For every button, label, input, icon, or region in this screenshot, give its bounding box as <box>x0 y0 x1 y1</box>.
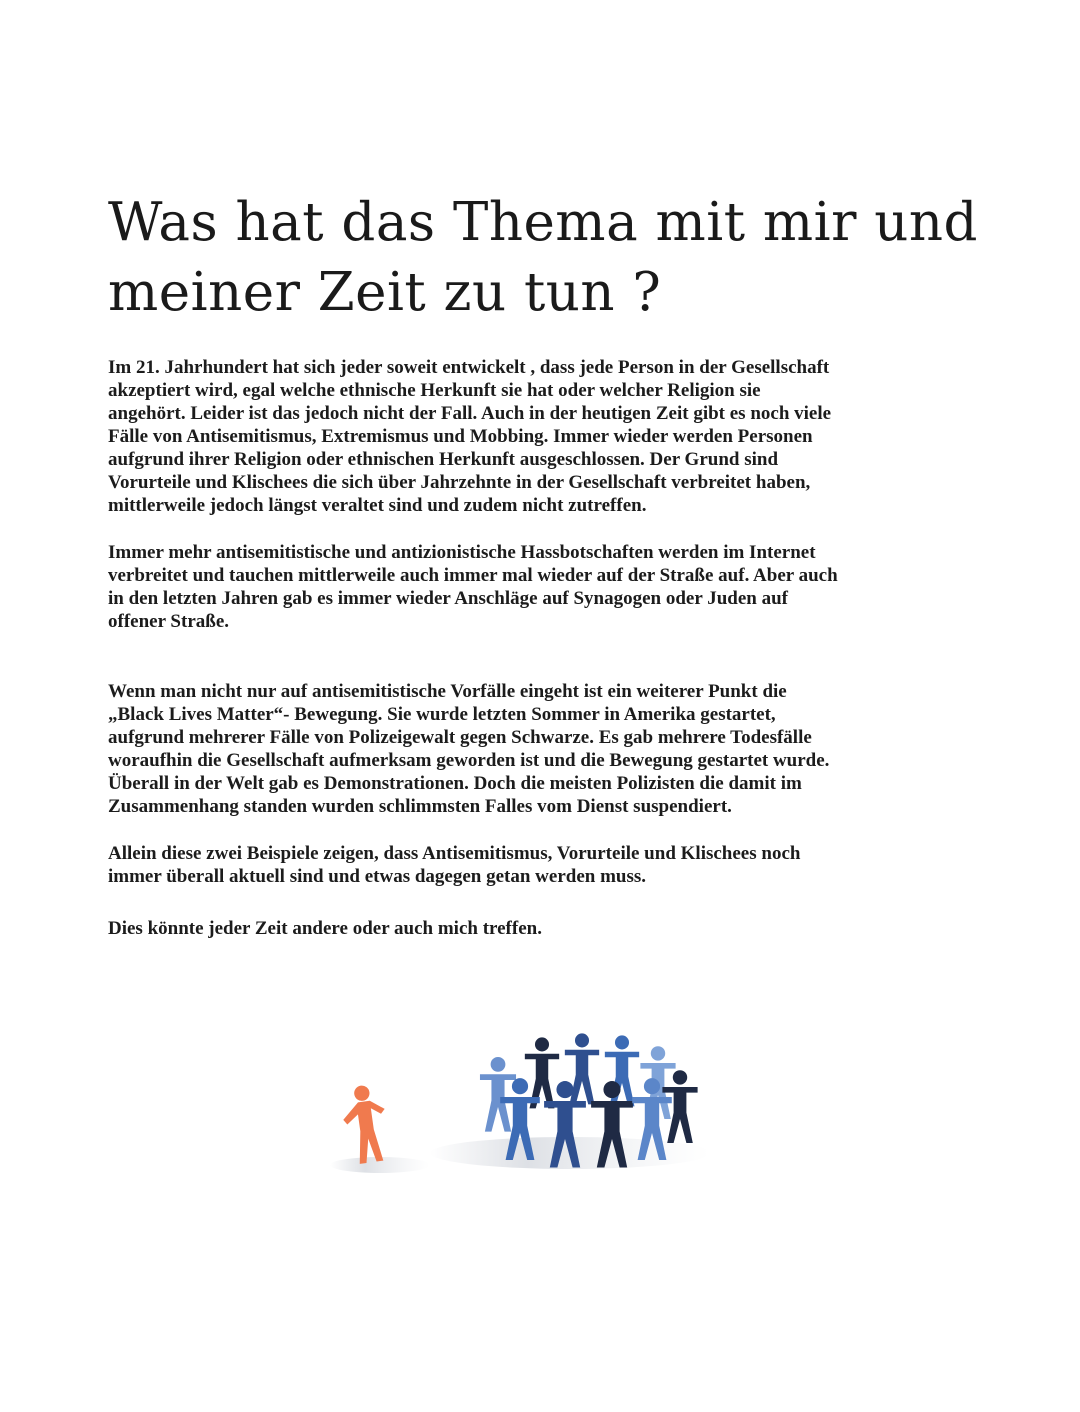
text-line: aufgrund mehrerer Fälle von Polizeigewalt gegen Schwarze. Es gab mehrere Todesfälle <box>108 727 812 748</box>
text-line: Im 21. Jahrhundert hat sich jeder soweit entwickelt , dass jede Person in der Gesellschaft <box>108 357 830 378</box>
paragraph-conclusion <box>108 842 988 888</box>
paragraph-closing <box>108 917 988 940</box>
text-line: immer überall aktuell sind und etwas dagegen getan werden muss. <box>108 866 647 887</box>
text-line: Fälle von Antisemitismus, Extremismus und Mobbing. Immer wieder werden Personen <box>108 426 813 447</box>
text-line: angehört. Leider ist das jedoch nicht der Fall. Auch in der heutigen Zeit gibt es noch viele <box>108 403 832 424</box>
text-line: verbreitet und tauchen mittlerweile auch immer mal wieder auf der Straße auf. Aber auch <box>108 565 838 586</box>
text-line: Allein diese zwei Beispiele zeigen, dass Antisemitismus, Vorurteile und Klischees noch <box>108 843 801 864</box>
text-line: Dies könnte jeder Zeit andere oder auch mich treffen. <box>108 918 542 939</box>
paragraph-21st-century <box>108 356 988 517</box>
text-line: mittlerweile jedoch längst veraltet sind und zudem nicht zutreffen. <box>108 495 647 516</box>
text-line: aufgrund ihrer Religion oder ethnischen Herkunft ausgeschlossen. Der Grund sind <box>108 449 779 470</box>
text-line: „Black Lives Matter“- Bewegung. Sie wurde letzten Sommer in Amerika gestartet, <box>108 704 776 725</box>
paragraph-black-lives-matter <box>108 680 988 818</box>
text-line: Überall in der Welt gab es Demonstrationen. Doch die meisten Polizisten die damit im <box>108 773 802 794</box>
page-title <box>108 188 1008 328</box>
text-line: Immer mehr antisemitistische und antizionistische Hassbotschaften werden im Internet <box>108 542 816 563</box>
text-line: Vorurteile und Klischees die sich über Jahrzehnte in der Gesellschaft verbreitet haben, <box>108 472 811 493</box>
paper-people-exclusion-icon <box>320 1015 720 1185</box>
text-line: Wenn man nicht nur auf antisemitistische Vorfälle eingeht ist ein weiterer Punkt die <box>108 681 787 702</box>
text-line: woraufhin die Gesellschaft aufmerksam geworden ist und die Bewegung gestartet wurde. <box>108 750 830 771</box>
title-line: meiner Zeit zu tun ? <box>108 262 662 323</box>
title-line: Was hat das Thema mit mir und <box>108 192 978 253</box>
outsider-figure <box>339 1083 392 1166</box>
text-line: in den letzten Jahren gab es immer wieder Anschläge auf Synagogen oder Juden auf <box>108 588 788 609</box>
text-line: akzeptiert wird, egal welche ethnische Herkunft sie hat oder welcher Religion sie <box>108 380 761 401</box>
text-line: offener Straße. <box>108 611 230 632</box>
text-line: Zusammenhang standen wurden schlimmsten Falles vom Dienst suspendiert. <box>108 796 732 817</box>
paragraph-hate-messages <box>108 541 988 633</box>
